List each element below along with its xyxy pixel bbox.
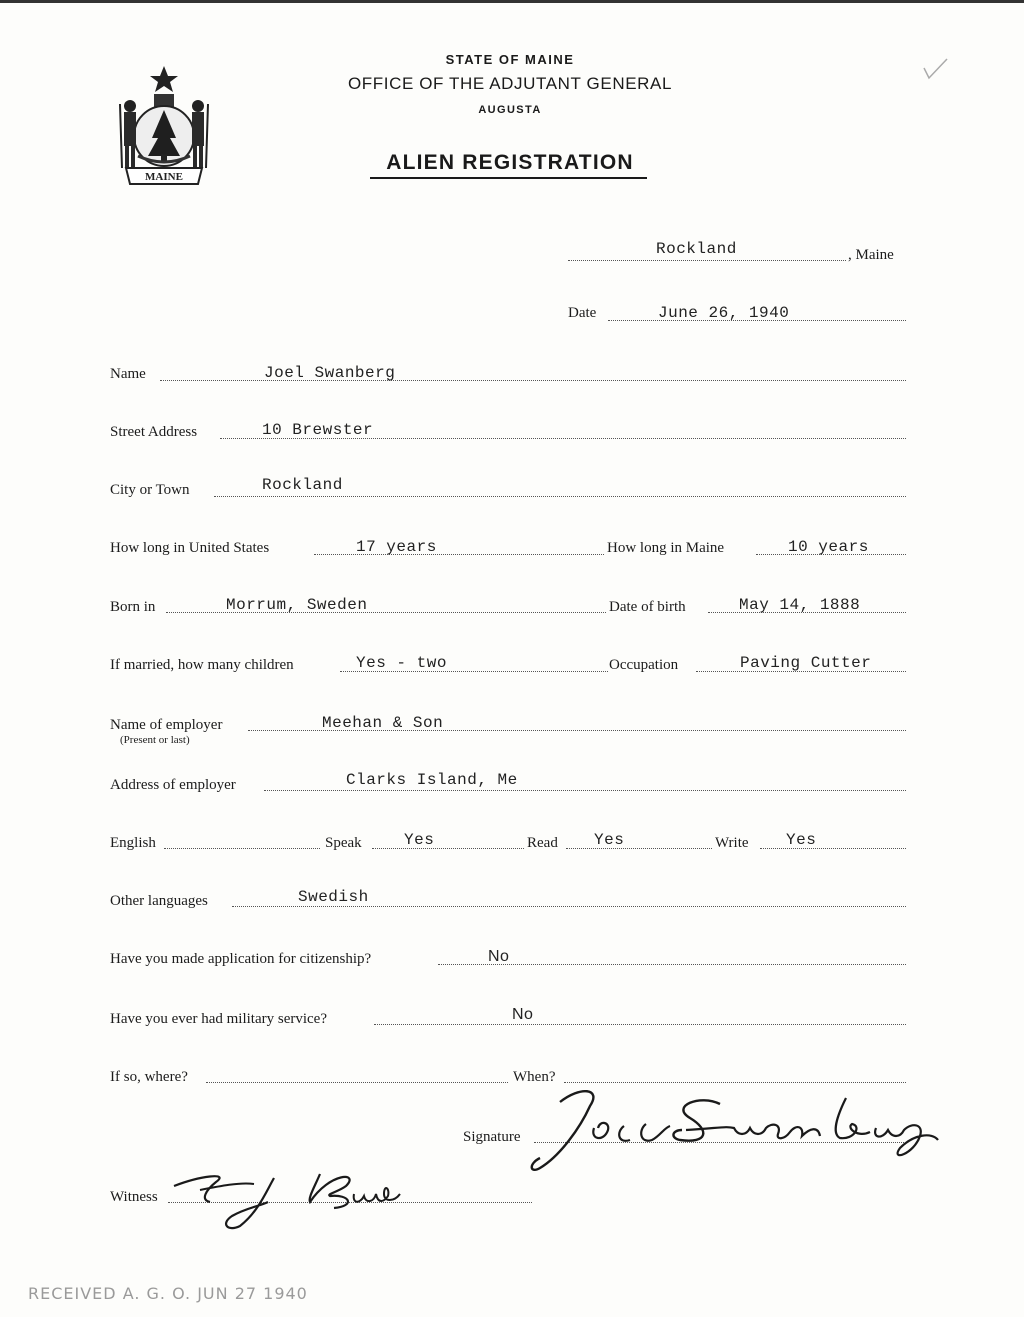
maine-years-value: 10 years (788, 538, 869, 556)
military-value: No (512, 1006, 534, 1023)
header-city: AUGUSTA (478, 104, 542, 116)
name-value: Joel Swanberg (264, 364, 396, 382)
employer-address-line (264, 790, 906, 791)
location-suffix: , Maine (848, 247, 894, 263)
witness-label: Witness (110, 1189, 158, 1205)
english-label: English (110, 835, 156, 851)
born-in-label: Born in (110, 599, 156, 615)
checkmark-icon (920, 56, 950, 82)
occupation-label: Occupation (609, 657, 679, 673)
location-line (568, 260, 846, 261)
us-years-value: 17 years (356, 538, 437, 556)
other-languages-label: Other languages (110, 893, 208, 909)
top-border (0, 0, 1024, 3)
speak-label: Speak (325, 835, 362, 851)
employer-address-label: Address of employer (110, 777, 236, 793)
signature-handwriting (520, 1078, 950, 1178)
employer-sublabel: (Present or last) (120, 734, 190, 746)
us-years-label: How long in United States (110, 540, 270, 556)
svg-text:MAINE: MAINE (145, 171, 183, 183)
header-office: OFFICE OF THE ADJUTANT GENERAL (347, 74, 673, 93)
signature-label: Signature (463, 1129, 521, 1145)
other-languages-value: Swedish (298, 888, 369, 906)
when-label: When? (513, 1069, 556, 1085)
city-line (214, 496, 906, 497)
where-line (206, 1082, 508, 1083)
other-languages-line (232, 906, 906, 907)
write-label: Write (715, 835, 749, 851)
children-label: If married, how many children (110, 657, 294, 673)
employer-address-value: Clarks Island, Me (346, 771, 518, 789)
read-label: Read (527, 835, 558, 851)
title-underline (370, 177, 647, 179)
citizenship-label: Have you made application for citizenship? (110, 951, 372, 967)
children-value: Yes - two (356, 654, 447, 672)
street-label: Street Address (110, 424, 198, 440)
speak-value: Yes (404, 831, 435, 849)
write-value: Yes (786, 831, 817, 849)
write-line (760, 848, 906, 849)
where-label: If so, where? (110, 1069, 188, 1085)
header-state: STATE OF MAINE (445, 52, 575, 67)
witness-handwriting (170, 1158, 410, 1234)
speak-line (372, 848, 524, 849)
birth-date-value: May 14, 1888 (739, 596, 861, 614)
name-label: Name (110, 366, 146, 382)
form-title: ALIEN REGISTRATION (386, 151, 634, 174)
received-stamp: RECEIVED A. G. O. JUN 27 1940 (28, 1284, 308, 1303)
occupation-value: Paving Cutter (740, 654, 872, 672)
military-line (374, 1024, 906, 1025)
location-value: Rockland (656, 240, 737, 258)
employer-label: Name of employer (110, 717, 223, 733)
citizenship-value: No (488, 948, 510, 965)
city-value: Rockland (262, 476, 343, 494)
maine-years-label: How long in Maine (607, 540, 725, 556)
born-in-value: Morrum, Sweden (226, 596, 368, 614)
date-value: June 26, 1940 (658, 304, 790, 322)
date-label: Date (568, 305, 597, 321)
state-of-maine-seal-icon (108, 64, 220, 188)
birth-date-label: Date of birth (609, 599, 686, 615)
read-value: Yes (594, 831, 625, 849)
english-line (164, 848, 320, 849)
military-label: Have you ever had military service? (110, 1011, 327, 1027)
city-label: City or Town (110, 482, 190, 498)
street-value: 10 Brewster (262, 421, 374, 439)
read-line (566, 848, 712, 849)
employer-value: Meehan & Son (322, 714, 444, 732)
